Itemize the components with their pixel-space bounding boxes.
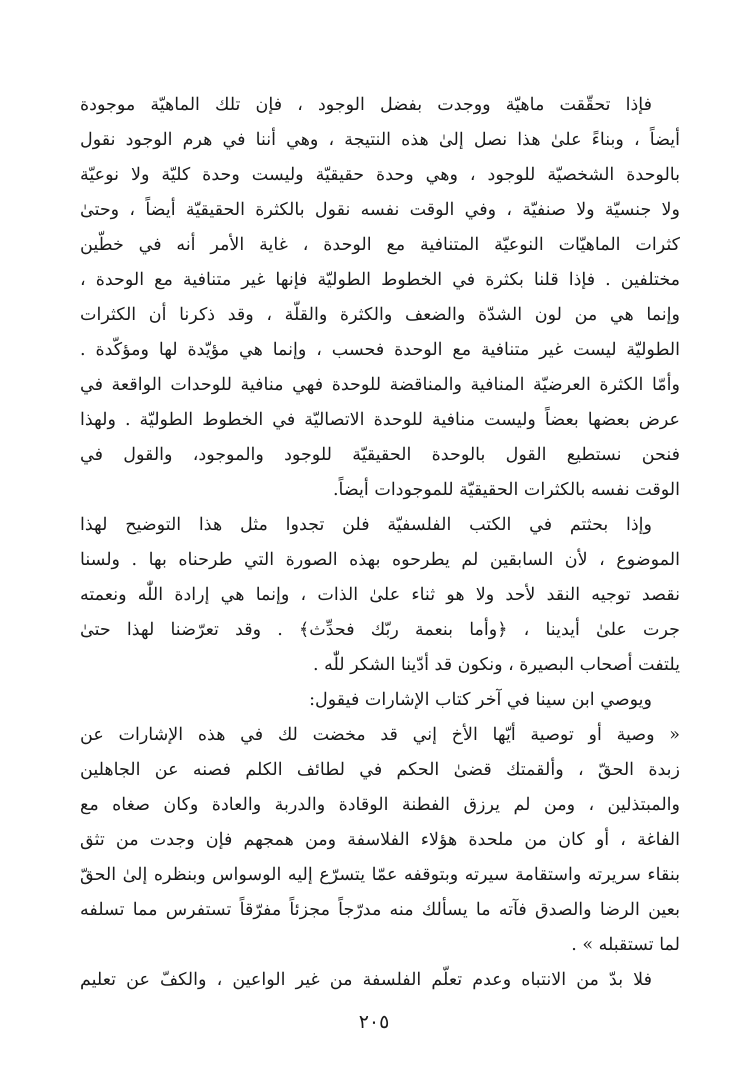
- paragraph-2-line: يلتفت أصحاب البصيرة ، ونكون قد أدّينا الشكر للّٰه .: [312, 655, 680, 675]
- quote-line: زبدة الحقّ ، وألقمتك قضىٰ الحكم في لطائف الكلم فصنه عن الجاهلين: [80, 760, 680, 780]
- paragraph-1-line: بالوحدة الشخصيّة للوجود ، وهي وحدة حقيقيّة وليست وحدة كليّة ولا نوعيّة: [80, 165, 680, 185]
- paragraph-2-line: الموضوع ، لأن السابقين لم يطرحوه بهذه الصورة التي طرحناه بها . ولسنا: [80, 550, 680, 570]
- paragraph-1-line: ولا جنسيّة ولا صنفيّة ، وفي الوقت نفسه نقول بالكثرة الحقيقيّة أيضاً ، وحتىٰ: [80, 200, 680, 220]
- paragraph-1-line: فإذا تحقّقت ماهيّة ووجدت بفضل الوجود ، فإن تلك الماهيّة موجودة: [80, 95, 652, 115]
- body-text: [80, 88, 680, 998]
- quote-line: بعين الرضا والصدق فآته ما يسألك منه مدرّجاً مجزئاً مفرّقاً تستفرس مما تسلفه: [80, 900, 680, 920]
- paragraph-1-line: وأمّا الكثرة العرضيّة المنافية والمناقضة للوحدة فهي منافية للوحدات الواقعة في: [80, 375, 680, 395]
- quote-line: « وصية أو توصية أيّها الأخ إني قد مخضت لك في هذه الإشارات عن: [80, 725, 680, 745]
- paragraph-2-line: وإذا بحثتم في الكتب الفلسفيّة فلن تجدوا مثل هذا التوضيح لهذا: [80, 515, 652, 535]
- quote-line: الفاغة ، أو كان من ملحدة هؤلاء الفلاسفة ومن همجهم فإن وجدت من تثق: [80, 830, 680, 850]
- paragraph-3-line: ويوصي ابن سينا في آخر كتاب الإشارات فيقول:: [309, 690, 652, 710]
- paragraph-1-line: الوقت نفسه بالكثرات الحقيقيّة للموجودات أيضاً.: [332, 480, 680, 500]
- paragraph-2-line: جرت علىٰ أيدينا ، ﴿وأما بنعمة ربّك فحدِّث﴾ . وقد تعرّضنا لهذا حتىٰ: [80, 620, 680, 640]
- paragraph-1-line: الطوليّة ليست غير متنافية مع الوحدة فحسب ، وإنما هي مؤيّدة لها ومؤكّدة .: [80, 340, 680, 360]
- quote-line: لما تستقبله » .: [571, 935, 680, 955]
- paragraph-2-line: نقصد توجيه النقد لأحد ولا هو ثناء علىٰ الذات ، وإنما هي إرادة اللّٰه ونعمته: [80, 585, 680, 605]
- quote-line: والمبتذلين ، ومن لم يرزق الفطنة الوقادة والدربة والعادة وكان صغاه مع: [80, 795, 680, 815]
- paragraph-1-line: مختلفين . فإذا قلنا بكثرة في الخطوط الطوليّة فإنها غير متنافية مع الوحدة ،: [80, 270, 680, 290]
- paragraph-1-line: كثرات الماهيّات النوعيّة المتنافية مع الوحدة ، غاية الأمر أنه في خطّين: [80, 235, 680, 255]
- paragraph-1-line: عرض بعضها بعضاً وليست منافية للوحدة الاتصاليّة في الخطوط الطوليّة . ولهذا: [80, 410, 680, 430]
- paragraph-4-line: فلا بدّ من الانتباه وعدم تعلّم الفلسفة من غير الواعين ، والكفّ عن تعليم: [80, 970, 652, 990]
- page-number: ٢٠٥: [358, 1011, 390, 1033]
- quote-line: بنقاء سريرته واستقامة سيرته وبتوقفه عمّا يتسرّع إليه الوسواس وبنظره إلىٰ الحقّ: [80, 865, 680, 885]
- paragraph-1-line: أيضاً ، وبناءً علىٰ هذا نصل إلىٰ هذه النتيجة ، وهي أننا في هرم الوجود نقول: [80, 130, 680, 150]
- paragraph-1-line: فنحن نستطيع القول بالوحدة الحقيقيّة للوجود والموجود، والقول في: [80, 445, 680, 465]
- paragraph-1-line: وإنما هي من لون الشدّة والضعف والكثرة والقلّة ، وقد ذكرنا أن الكثرات: [80, 305, 680, 325]
